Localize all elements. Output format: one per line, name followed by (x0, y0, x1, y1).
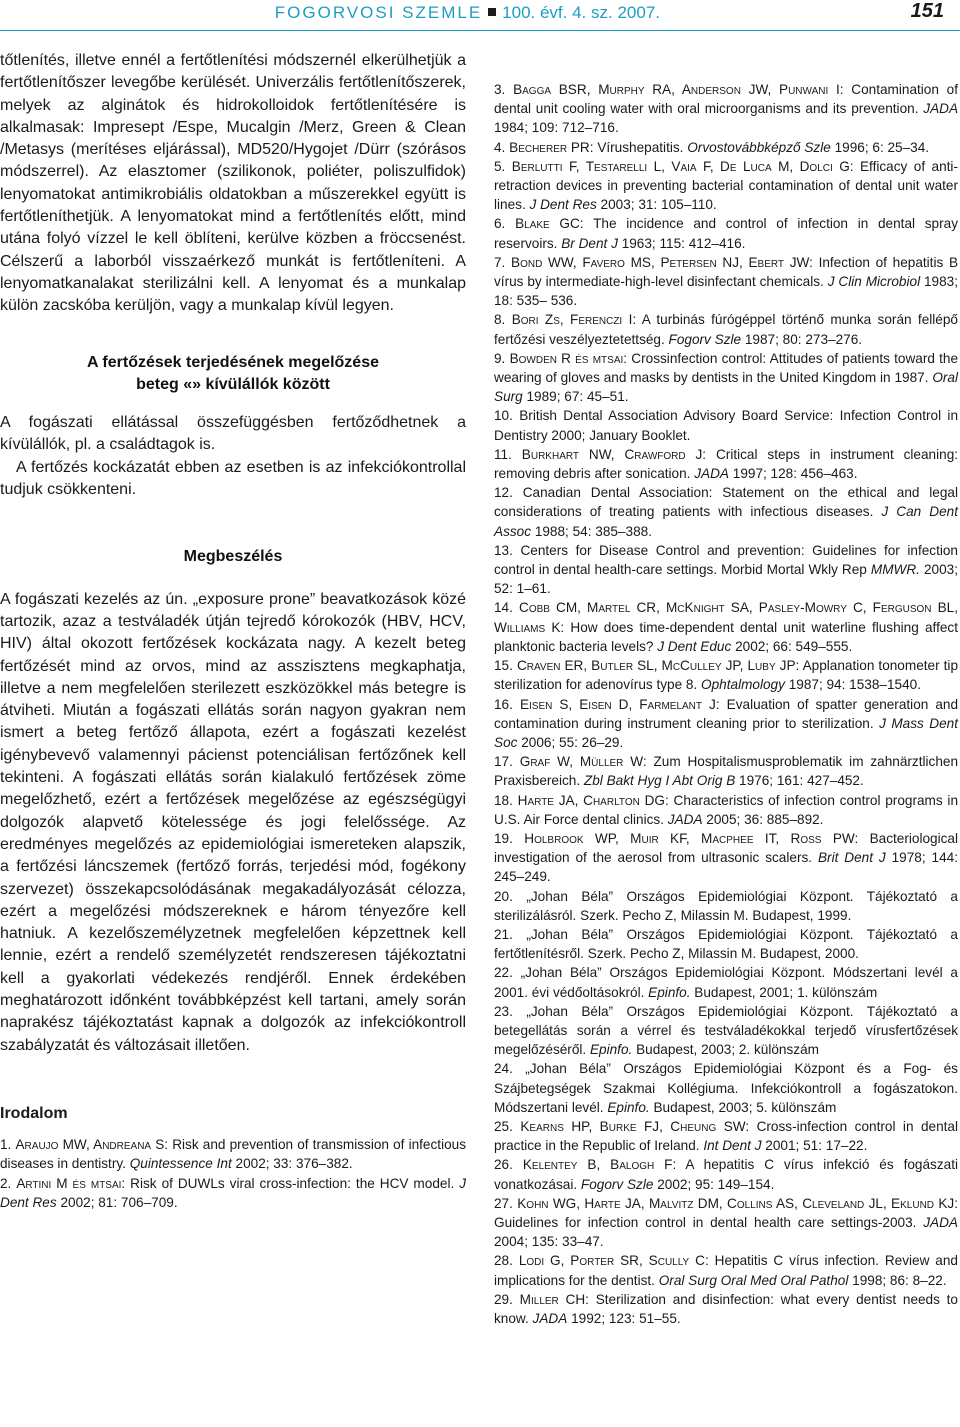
header-rule (0, 30, 960, 31)
reference-title: Bacteriological investigation of the aerosol from ultrasonic scalers. (494, 830, 959, 866)
reference-title: „Johan Béla” Országos Epidemiológiai Központ. Tájékoztató a fertőtlenítésről. Szerk. Pecho Z, Milassin M. Budapest, 2000. (494, 926, 958, 962)
reference-citation: 2003; 31: 105–110. (600, 197, 717, 213)
reference-citation: 2001; 51: 17–22. (765, 1138, 868, 1154)
reference-item (494, 310, 958, 348)
reference-number: 3. (494, 82, 506, 97)
running-header (275, 3, 660, 23)
reference-item (0, 1174, 466, 1212)
reference-citation: 2002; 33: 376–382. (235, 1156, 353, 1172)
reference-journal: Fogorv Szle (580, 1176, 654, 1192)
reference-journal: Int Dent J (703, 1138, 762, 1154)
reference-number: 4. (494, 139, 506, 155)
reference-citation: 1988; 54: 385–388. (534, 523, 652, 539)
reference-title: Sterilization and disinfection: what every dentist needs to know. (494, 1291, 958, 1326)
reference-journal: Zbl Bakt Hyg I Abt Orig B (583, 773, 736, 789)
reference-journal: Br Dent J (561, 235, 618, 251)
reference-title: Infection of hepatitis B vírus by intermediate-high-level disinfectant chemicals. (494, 254, 959, 290)
journal-title: FOGORVOSI SZEMLE (274, 3, 483, 22)
reference-citation: 1987; 94: 1538–1540. (788, 677, 921, 693)
reference-authors: Artini M és mtsai: (16, 1175, 126, 1191)
reference-title: A hepatitis C vírus infekció és fogászati vonatkozásai. (494, 1157, 958, 1192)
reference-number: 13. (494, 542, 513, 558)
reference-item (494, 1251, 958, 1289)
reference-title: „Johan Béla” Országos Epidemiológiai Központ. Tájékoztató a betegellátás során a vérrel és testváladékokkal terjedő vírusfertőzések megelőzéséről. (494, 1003, 958, 1058)
reference-item (494, 406, 958, 444)
reference-number: 24. (494, 1061, 513, 1077)
reference-journal: JADA (532, 1311, 568, 1326)
reference-number: 11. (494, 446, 512, 462)
reference-authors: Bori Zs, Ferenczi I: (511, 312, 637, 328)
reference-item (494, 483, 958, 541)
reference-list-right (494, 80, 958, 1328)
reference-citation: 1976; 161: 427–452. (739, 773, 864, 789)
reference-item (494, 887, 958, 925)
body-paragraph: A fertőzés kockázatát ebben az esetben is az infekciókontrollal tudjuk csökkenteni. (0, 458, 466, 499)
reference-authors: Miller CH: (519, 1291, 589, 1307)
section-heading-line: beteg «» kívülállók között (136, 375, 330, 393)
reference-journal: MMWR. (870, 562, 920, 578)
page-header (0, 0, 960, 48)
reference-number: 19. (494, 830, 513, 846)
reference-number: 17. (494, 754, 513, 770)
reference-number: 5. (494, 158, 506, 174)
reference-number: 7. (494, 254, 506, 270)
reference-title: Guidelines for infection control in dental health care settings-2003. (494, 1214, 917, 1230)
reference-authors: Becherer PR: (509, 139, 594, 155)
reference-item (494, 656, 958, 694)
reference-authors: Eisen S, Eisen D, Farmelant J: (519, 696, 720, 712)
reference-title: How does time-dependent dental unit waterline flushing affect planktonic bacteria levels? (494, 619, 958, 654)
reference-title: Critical steps in instrument cleaning: removing debris after sonication. (494, 446, 959, 482)
reference-journal: J Dent Res (529, 197, 597, 213)
reference-number: 14. (494, 600, 513, 616)
reference-citation: 1998; 86: 8–22. (852, 1272, 947, 1288)
reference-authors: Bond WW, Favero MS, Petersen NJ, Ebert JW: (511, 254, 813, 270)
reference-citation: 1989; 67: 45–51. (526, 389, 629, 405)
reference-title: Risk of DUWLs viral cross-infection: the HCV model. (130, 1175, 455, 1191)
section-heading-line: A fertőzések terjedésének megelőzése (87, 353, 379, 371)
reference-title: Zum Hospitalismusproblematik im zahnärztlichen Praxisbereich. (494, 754, 959, 789)
reference-number: 8. (494, 312, 506, 328)
reference-authors: Kelentey B, Balogh F: (522, 1157, 677, 1173)
reference-title: Cross-infection control in dental practice in the Republic of Ireland. (494, 1118, 958, 1154)
reference-number: 1. (0, 1137, 12, 1153)
reference-number: 12. (494, 485, 513, 501)
reference-citation: 1984; 109: 712–716. (494, 120, 619, 136)
reference-citation: 2004; 135: 33–47. (494, 1234, 604, 1250)
reference-journal: J Can Dent Assoc (494, 504, 958, 539)
reference-item (494, 349, 958, 407)
reference-citation: 1978; 144: 245–249. (494, 850, 959, 885)
reference-journal: Brit Dent J (817, 850, 886, 866)
reference-journal: Epinfo. (589, 1042, 633, 1058)
reference-list-left (0, 1135, 466, 1212)
body-paragraph: A fogászati ellátással összefüggésben fertőződhetnek a kívülállók, pl. a családtagok is. (0, 414, 466, 454)
reference-item (494, 253, 958, 311)
reference-title: Evaluation of spatter generation and contamination during instrument cleaning prior to sterilization. (494, 696, 959, 731)
reference-number: 27. (494, 1195, 513, 1211)
reference-journal: J Mass Dent Soc (494, 715, 958, 750)
reference-item (494, 963, 958, 1001)
reference-title: Contamination of dental unit cooling water with oral microorganisms and its prevention. (494, 82, 958, 117)
reference-title: Applanation tonometer tip sterilization for adenovírus type 8. (494, 658, 959, 693)
reference-item (494, 80, 958, 138)
reference-title: Risk and prevention of transmission of infectious diseases in dentistry. (0, 1137, 467, 1172)
reference-citation: 2002; 81: 706–709. (60, 1194, 178, 1210)
reference-number: 23. (494, 1003, 513, 1019)
reference-item (494, 752, 958, 790)
reference-number: 22. (494, 965, 513, 981)
reference-authors: Bagga BSR, Murphy RA, Anderson JW, Punwani I: (513, 82, 844, 97)
reference-citation: 1997; 128: 456–463. (732, 466, 858, 482)
reference-authors: Graf W, Müller W: (519, 754, 647, 770)
reference-item (494, 214, 958, 252)
reference-journal: Fogorv Szle (668, 331, 742, 347)
reference-title: Efficacy of anti-retraction devices in preventing bacterial contamination of dental unit water lines. (494, 158, 958, 213)
reference-journal: Oral Surg (494, 370, 958, 405)
reference-number: 6. (494, 216, 506, 232)
reference-number: 29. (494, 1291, 513, 1307)
reference-journal: JADA (667, 811, 703, 827)
reference-number: 25. (494, 1118, 513, 1134)
reference-number: 28. (494, 1253, 513, 1269)
reference-number: 20. (494, 888, 513, 904)
reference-title: Centers for Disease Control and prevention: Guidelines for infection control in dental health-care settings. Morbid Mortal Wkly Rep (494, 542, 958, 578)
reference-citation: 1983; 18: 535– 536. (494, 274, 959, 309)
reference-citation: 1996; 6: 25–34. (834, 139, 930, 155)
reference-journal: Epinfo. (648, 984, 691, 1000)
separator-square-icon (488, 8, 496, 16)
references-heading: Irodalom (0, 1104, 68, 1122)
reference-number: 21. (494, 926, 513, 942)
reference-citation: 1987; 80: 273–276. (744, 331, 863, 347)
reference-item (494, 541, 958, 599)
reference-item (494, 157, 958, 215)
reference-number: 2. (0, 1175, 12, 1191)
reference-journal: Epinfo. (607, 1099, 650, 1115)
reference-citation: 1963; 115: 412–416. (621, 235, 746, 251)
reference-authors: Cobb CM, Martel CR, McKnight SA, Pasley-Mowry C, Ferguson BL, Williams K: (494, 600, 958, 635)
reference-journal: J Dent Res (0, 1175, 467, 1210)
reference-citation: 2003; 52: 1–61. (494, 562, 958, 597)
reference-journal: JADA (923, 1214, 958, 1230)
reference-authors: Blake GC: (515, 216, 584, 232)
reference-title: British Dental Association Advisory Board Service: Infection Control in Dentistry 2000; January Booklet. (494, 408, 958, 443)
reference-item (0, 1135, 466, 1173)
reference-number: 16. (494, 696, 513, 712)
page-number: 151 (910, 0, 944, 22)
body-paragraph: tőtlenítés, illetve ennél a fertőtlenítési módszernél elkerülhetjük a fertőtlenítőszer levegőbe kerülését. Univerzális fertőtlenítőszerek, melyek az alginátok és hidrokolloidok fertőtlenítésére is alkalmasak: Impresept /Espe, Mucalgin /Merz, Green & Clean /Metasys (merítéses eljárással), MD520/Hygojet /Dürr (szórásos módszerrel). Az elasztomer (szilikonok, poliéter, poliszulfidok) lenyomatokat antimikrobiális oldatokban a műszerekkel együtt is fertőtleníthetjük. A lenyomatokat mind a fertőtlenítés előtt, mind utána folyó vízzel le kell öblíteni, kerülve közben a fröccsenést. Célszerű a laborból visszaérkező munkát is fertőtleníteni. A lenyomatkanalakat sterilizálni kell. A lenyomat és a munkalap külön zacskóba kerüljön, vagy a munkalap kívül legyen. (0, 52, 466, 315)
reference-item (494, 791, 958, 829)
reference-authors: Harte JA, Charlton DG: (517, 792, 669, 808)
reference-item (494, 1194, 958, 1252)
reference-authors: Berlutti F, Testarelli L, Vaia F, De Luca M, Dolci G: (511, 158, 854, 174)
reference-citation: Budapest, 2001; 1. különszám (694, 984, 878, 1000)
issue-info: 100. évf. 4. sz. 2007. (502, 3, 660, 22)
reference-citation: 2006; 55: 26–29. (521, 734, 624, 750)
reference-title: Vírushepatitis. (597, 139, 684, 155)
reference-item (494, 695, 958, 753)
reference-journal: Oral Surg Oral Med Oral Pathol (658, 1272, 849, 1288)
reference-journal: J Clin Microbiol (827, 274, 921, 290)
reference-journal: Quintessence Int (129, 1156, 232, 1172)
reference-journal: Ophtalmology (701, 677, 785, 693)
reference-title: Crossinfection control: Attitudes of patients toward the wearing of gloves and masks by dentists in the United Kingdom in 1987. (494, 350, 959, 386)
reference-citation: 2005; 36: 885–892. (706, 811, 824, 827)
reference-item (494, 138, 958, 157)
reference-citation: 1992; 123: 51–55. (571, 1311, 681, 1326)
reference-title: Hepatitis C vírus infection. Review and implications for the dentist. (494, 1253, 958, 1288)
reference-title: Characteristics of infection control programs in U.S. Air Force dental clinics. (494, 792, 959, 827)
reference-item (494, 1117, 958, 1155)
reference-journal: Orvostovábbképző Szle (687, 139, 831, 155)
reference-title: A turbinás fúrógéppel történő munka során fellépő fertőzési veszélyeztetettség. (494, 312, 958, 347)
reference-title: Canadian Dental Association: Statement on the ethical and legal considerations of treating patients with infectious diseases. (494, 485, 958, 520)
reference-number: 15. (494, 658, 513, 674)
reference-number: 18. (494, 792, 513, 808)
reference-authors: Araujo MW, Andreana S: (15, 1137, 169, 1153)
reference-item (494, 1290, 958, 1328)
body-paragraph: A fogászati kezelés az ún. „exposure prone” beavatkozások közé tartozik, azaz a testváladék útján tejredő kórokozók (HBV, HCV, HIV) által okozott fertőzések kockázata nagy. A kezelt beteg fertőzését mind az orvos, mind az asszisztens megkaphatja, illetve a nem megfelelően sterilezett eszközökkel más betegre is átviheti. Miután a fogászati ellátás során nagyon gyakran nem ismert a beteg fertőző állapota, ezért a fogászati kezelést igénybevevő valamennyi pácienst potenciálisan fertőzőnek kell tekinteni. A fogászati ellátás során kialakuló fertőzések zöme megelőzhető, ezért a fertőzések megelőzése az egészségügyi dolgozók alapvető kötelessége és jogi felelőssége. Az eredményes megelőzés az epidemiológiai ismereteken alapszik, a fertőzési láncszemek (fertőző forrás, terjedési mód, fogékony szervezet) összekapcsolódásának megakadályozását célozza, ezért a megelőzési módszereknek e három tényezőre kell hatniuk. A kezelőszemélyzetnek megfelelően képzettnek kell lennie, ezért a rendelő személyzetét rendszeresen tájékoztatni kell a gyakorlati védekezés rendjéről. Ennek érdekében meghatározott időnként továbbképzést kell tartani, amely során naprakész tájékoztatást kapnak a dolgozók az infekciókontroll szabályzatát és változásait illetően. (0, 590, 466, 1054)
reference-authors: Kohn WG, Harte JA, Malvitz DM, Collins AS, Cleveland JL, Eklund KJ: (517, 1195, 958, 1211)
reference-authors: Burkhart NW, Crawford J: (521, 446, 707, 462)
reference-item (494, 445, 958, 483)
reference-journal: JADA (923, 101, 959, 117)
reference-title: The incidence and control of infection in dental spray reservoirs. (494, 216, 958, 251)
reference-item (494, 1059, 958, 1117)
reference-citation: 2002; 66: 549–555. (735, 638, 853, 654)
reference-item (494, 925, 958, 963)
reference-authors: Lodi G, Porter SR, Scully C: (518, 1253, 709, 1269)
reference-authors: Bowden R és mtsai: (509, 350, 628, 366)
reference-authors: Holbrook WP, Muir KF, Macphee IT, Ross PW: (524, 830, 859, 846)
left-column (0, 50, 466, 1212)
reference-title: „Johan Béla” Országos Epidemiológiai Központ és a Fog- és Szájbetegségek Szakmai Kollégiuma. Infekciókontroll a fogászatokon. Módszertani levél. (494, 1061, 958, 1115)
reference-journal: J Dent Educ (657, 638, 732, 654)
reference-item (494, 1002, 958, 1060)
reference-citation: Budapest, 2003; 5. különszám (653, 1099, 837, 1115)
reference-title: „Johan Béla” Országos Epidemiológiai Központ. Módszertani levél a 2001. évi védőoltásokról. (494, 965, 958, 1000)
reference-number: 9. (494, 350, 506, 366)
reference-item (494, 829, 958, 887)
reference-number: 10. (494, 408, 513, 424)
reference-title: „Johan Béla” Országos Epidemiológiai Központ. Tájékoztató a sterilizálásról. Szerk. Pecho Z, Milassin M. Budapest, 1999. (494, 888, 958, 923)
reference-item (494, 598, 958, 656)
section-heading (0, 352, 466, 397)
reference-authors: Kearns HP, Burke FJ, Cheung SW: (520, 1118, 750, 1134)
reference-citation: 2002; 95: 149–154. (657, 1176, 775, 1192)
reference-item (494, 1155, 958, 1193)
reference-authors: Craven ER, Butler SL, McCulley JP, Luby JP: (516, 658, 800, 674)
reference-citation: Budapest, 2003; 2. különszám (636, 1042, 819, 1058)
section-heading: Megbeszélés (183, 548, 283, 566)
reference-journal: JADA (694, 466, 729, 482)
reference-number: 26. (494, 1157, 513, 1173)
